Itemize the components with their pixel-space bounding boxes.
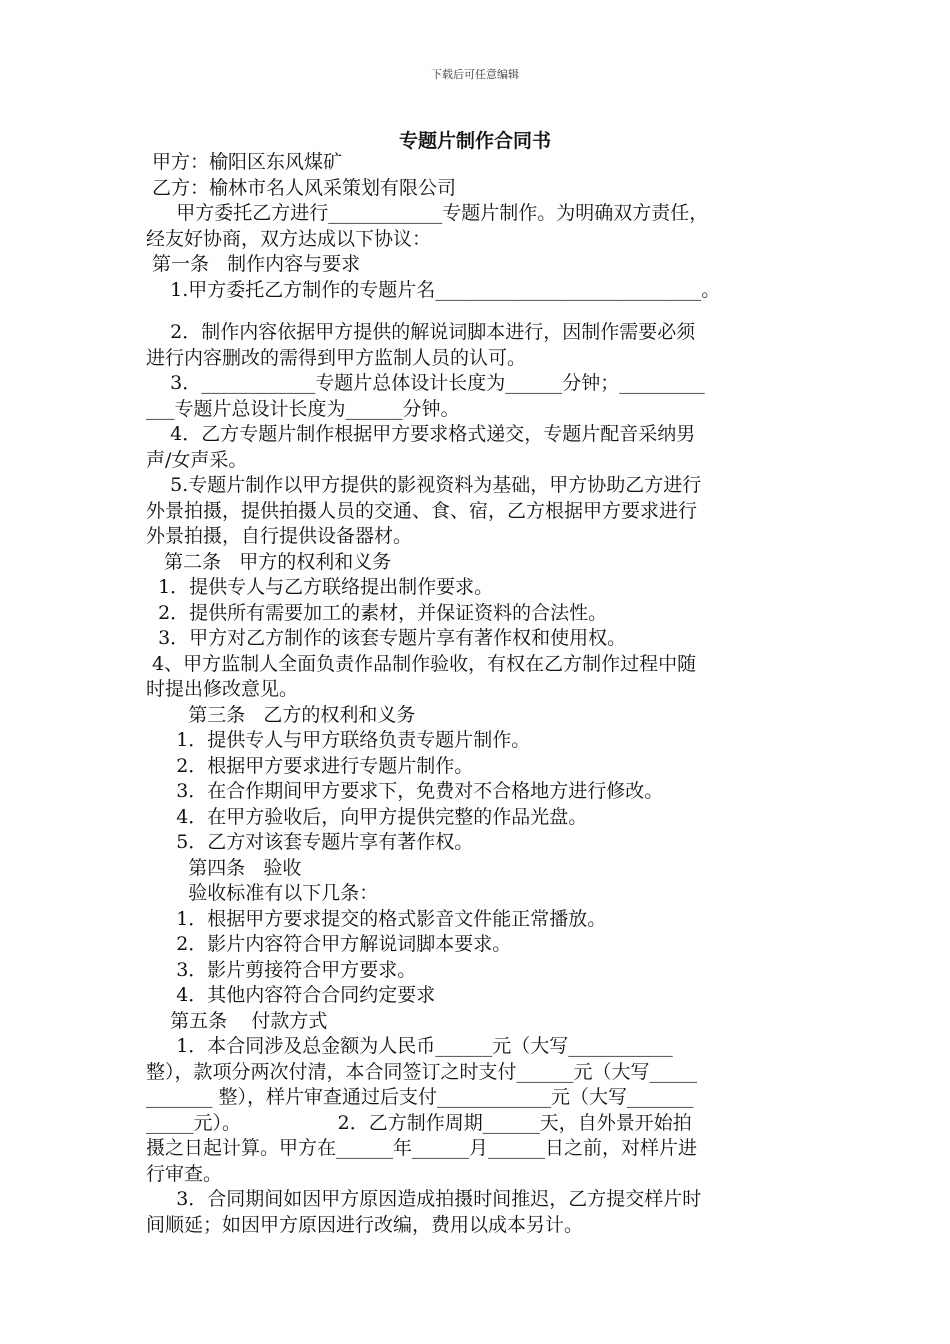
- contract-line: 第三条 乙方的权利和义务: [146, 703, 416, 726]
- contract-line: 甲方委托乙方进行____________专题片制作。为明确双方责任，: [146, 202, 709, 224]
- contract-line: 声/女声采。: [146, 448, 248, 471]
- contract-line: 1．提供专人与乙方联络提出制作要求。: [146, 576, 494, 598]
- contract-line: 第五条 付款方式: [146, 1009, 328, 1032]
- contract-line: 第二条 甲方的权利和义务: [146, 550, 392, 573]
- contract-line: _______ 整），样片审查通过后支付____________元（大写_______: [146, 1086, 694, 1108]
- contract-line: 3．影片剪接符合甲方要求。: [146, 958, 417, 981]
- contract-line: 4、甲方监制人全面负责作品制作验收，有权在乙方制作过程中随: [146, 652, 697, 675]
- contract-line: 1．提供专人与甲方联络负责专题片制作。: [146, 729, 531, 751]
- contract-line: 1.甲方委托乙方制作的专题片名____________________________。: [146, 278, 721, 301]
- contract-body: [146, 150, 806, 1238]
- contract-line: 5.专题片制作以甲方提供的影视资料为基础，甲方协助乙方进行: [146, 474, 702, 496]
- contract-line: 3．合同期间如因甲方原因造成拍摄时间推迟，乙方提交样片时: [146, 1188, 702, 1210]
- contract-line: 1．根据甲方要求提交的格式影音文件能正常播放。: [146, 907, 607, 930]
- contract-line: 3．在合作期间甲方要求下，免费对不合格地方进行修改。: [146, 780, 664, 802]
- contract-line: 4．在甲方验收后，向甲方提供完整的作品光盘。: [146, 805, 588, 828]
- contract-line: 5．乙方对该套专题片享有著作权。: [146, 831, 474, 853]
- contract-line: 甲方：榆阳区东风煤矿: [146, 151, 343, 173]
- contract-line: 时提出修改意见。: [146, 678, 299, 700]
- contract-line: 1．本合同涉及总金额为人民币______元（大写___________: [146, 1035, 673, 1057]
- contract-line: 3．____________专题片总体设计长度为______分钟；_________: [146, 372, 705, 394]
- contract-line: 整），款项分两次付清，本合同签订之时支付______元（大写_____: [146, 1060, 698, 1083]
- contract-line: 外景拍摄，自行提供设备器材。: [146, 525, 413, 547]
- contract-line: 进行内容删改的需得到甲方监制人员的认可。: [146, 346, 527, 369]
- contract-line: 外景拍摄，提供拍摄人员的交通、食、宿，乙方根据甲方要求进行: [146, 499, 698, 522]
- contract-line: 验收标准有以下几条：: [146, 882, 379, 904]
- contract-line: _____元）。 2．乙方制作周期______天，自外景开始拍: [146, 1111, 692, 1134]
- contract-line: ___专题片总设计长度为______分钟。: [146, 397, 460, 420]
- contract-line: 3．甲方对乙方制作的该套专题片享有著作权和使用权。: [146, 627, 627, 649]
- contract-line: 2．提供所有需要加工的素材，并保证资料的合法性。: [146, 601, 608, 624]
- document-title: 专题片制作合同书: [398, 130, 551, 152]
- contract-line: 行审查。: [146, 1162, 223, 1185]
- blank-line: [146, 303, 806, 320]
- contract-line: 间顺延；如因甲方原因进行改编，费用以成本另计。: [146, 1213, 584, 1236]
- contract-line: 经友好协商，双方达成以下协议：: [146, 227, 432, 250]
- contract-line: 4．其他内容符合合同约定要求: [146, 984, 436, 1006]
- contract-line: 第四条 验收: [146, 856, 302, 879]
- header-note: 下载后可任意编辑: [431, 68, 519, 81]
- contract-line: 2．根据甲方要求进行专题片制作。: [146, 754, 474, 777]
- contract-line: 第一条 制作内容与要求: [146, 253, 361, 275]
- contract-line: 2．影片内容符合甲方解说词脚本要求。: [146, 933, 512, 955]
- contract-line: 摄之日起计算。甲方在______年______月______日之前，对样片进: [146, 1137, 698, 1159]
- contract-line: 4．乙方专题片制作根据甲方要求格式递交，专题片配音采纳男: [146, 423, 696, 445]
- contract-line: 2．制作内容依据甲方提供的解说词脚本进行，因制作需要必须: [146, 321, 696, 343]
- contract-line: 乙方：榆林市名人风采策划有限公司: [146, 176, 457, 199]
